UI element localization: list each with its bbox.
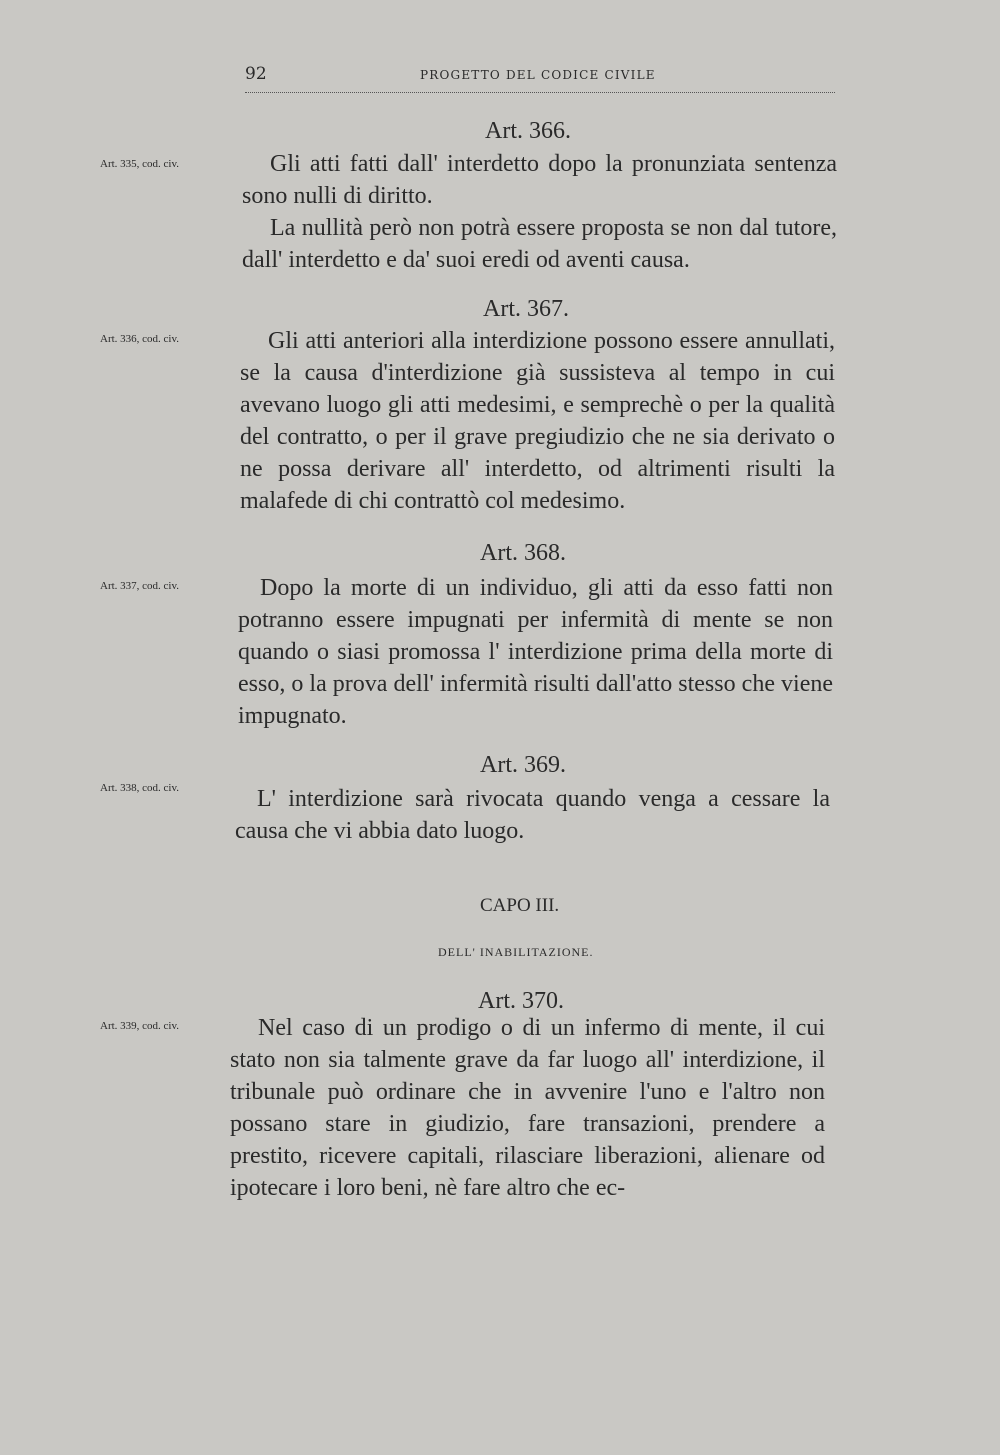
margin-note-366: Art. 335, cod. civ. (100, 158, 180, 170)
article-368-paragraph: Dopo la morte di un individuo, gli atti da esso fatti non potranno essere impugnati per infermità di mente se non quando o siasi promossa l' interdizione prima della morte di esso, o la prova dell' infermità risulti dall'atto stesso che viene impugnato. (238, 575, 833, 729)
margin-note-370: Art. 339, cod. civ. (100, 1020, 180, 1032)
article-heading-367: Art. 367. (483, 296, 569, 322)
article-heading-369: Art. 369. (480, 752, 566, 778)
margin-note-369: Art. 338, cod. civ. (100, 782, 180, 794)
page-number: 92 (245, 64, 267, 84)
article-367-paragraph: Gli atti anteriori alla interdizione possono essere annullati, se la causa d'interdizione già sussisteva al tempo in cui avevano luogo gli atti medesimi, e semprechè o per la qualità del contratto, o per il grave pregiudizio che ne sia derivato o ne possa derivare all' interdetto, od altrimenti risulti la malafede di chi contrattò col medesimo. (240, 328, 835, 514)
chapter-title: DELL' INABILITAZIONE. (438, 945, 594, 959)
article-heading-370: Art. 370. (478, 988, 564, 1014)
margin-note-368: Art. 337, cod. civ. (100, 580, 180, 592)
article-heading-368: Art. 368. (480, 540, 566, 566)
chapter-label: CAPO III. (480, 895, 560, 916)
article-366-paragraph-2: La nullità però non potrà essere proposta se non dal tutore, dall' interdetto e da' suoi eredi od aventi causa. (242, 215, 837, 273)
running-title: PROGETTO DEL CODICE CIVILE (420, 68, 656, 82)
article-369-paragraph: L' interdizione sarà rivocata quando venga a cessare la causa che vi abbia dato luogo. (235, 786, 830, 844)
running-head (245, 62, 835, 93)
article-366-paragraph-1: Gli atti fatti dall' interdetto dopo la pronunziata sentenza sono nulli di diritto. (242, 151, 837, 209)
article-370-paragraph: Nel caso di un prodigo o di un infermo di mente, il cui stato non sia talmente grave da far luogo all' interdizione, il tribunale può ordinare che in avvenire l'uno e l'altro non possano stare in giudizio, fare transazioni, prendere a prestito, ricevere capitali, rilasciare liberazioni, alienare od ipotecare i loro beni, nè fare altro che ec- (230, 1015, 825, 1201)
margin-note-367: Art. 336, cod. civ. (100, 333, 180, 345)
article-heading-366: Art. 366. (485, 118, 571, 144)
